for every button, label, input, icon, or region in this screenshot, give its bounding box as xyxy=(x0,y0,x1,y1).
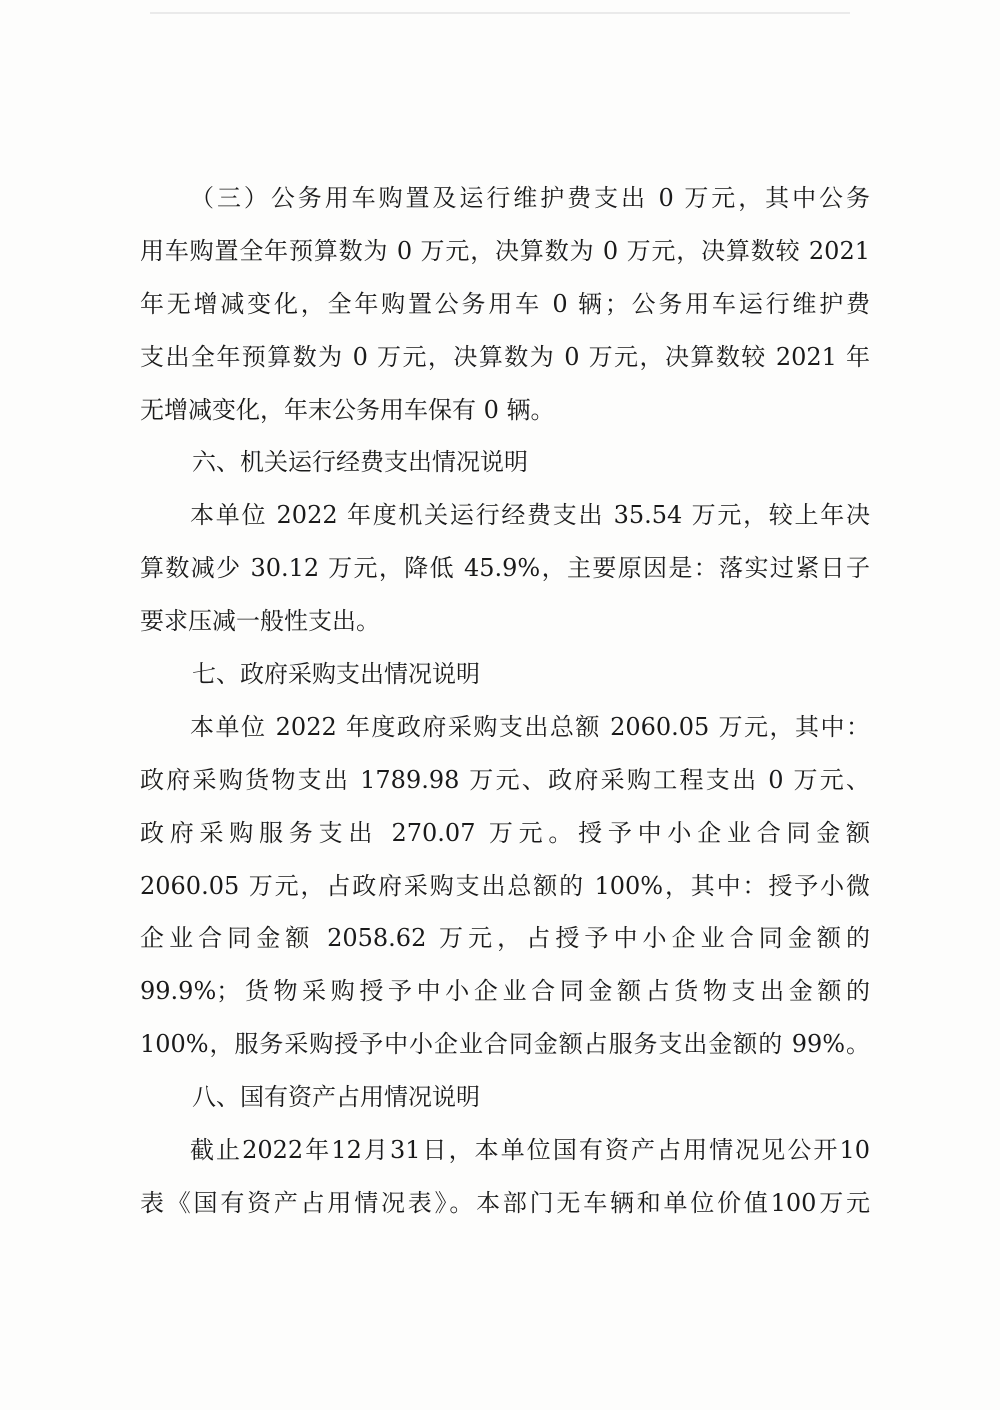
paragraph-line: 2060.05 万元，占政府采购支出总额的 100%，其中：授予小微 xyxy=(140,871,870,900)
paragraph-line: 用车购置全年预算数为 0 万元，决算数为 0 万元，决算数较 2021 xyxy=(140,236,870,265)
paragraph-line: 截止2022年12月31日，本单位国有资产占用情况见公开10 xyxy=(190,1136,870,1165)
section-heading: 六、机关运行经费支出情况说明 xyxy=(192,448,528,477)
section-heading: 八、国有资产占用情况说明 xyxy=(192,1083,480,1112)
paragraph-line: 年无增减变化，全年购置公务用车 0 辆；公务用车运行维护费 xyxy=(140,289,870,318)
section-procurement xyxy=(140,648,870,1071)
paragraph-line: 政府采购服务支出 270.07 万元。授予中小企业合同金额 xyxy=(140,818,870,847)
paragraph-line: 100%，服务采购授予中小企业合同金额占服务支出金额的 99%。 xyxy=(140,1030,870,1059)
section-vehicle-expenses xyxy=(140,172,870,436)
paragraph-line: 无增减变化，年末公务用车保有 0 辆。 xyxy=(140,395,555,424)
section-state-assets xyxy=(140,1071,870,1230)
paragraph-line: 算数减少 30.12 万元，降低 45.9%，主要原因是：落实过紧日子 xyxy=(140,554,870,583)
paragraph-line: 政府采购货物支出 1789.98 万元、政府采购工程支出 0 万元、 xyxy=(140,765,870,794)
section-operating-expenses xyxy=(140,436,870,648)
paragraph-line: 本单位 2022 年度政府采购支出总额 2060.05 万元，其中： xyxy=(190,712,870,741)
scan-artifact xyxy=(150,12,850,14)
paragraph-line: 表《国有资产占用情况表》。本部门无车辆和单位价值100万元 xyxy=(140,1188,870,1217)
paragraph-line: （三）公务用车购置及运行维护费支出 0 万元，其中公务 xyxy=(190,184,870,212)
paragraph-line: 99.9%；货物采购授予中小企业合同金额占货物支出金额的 xyxy=(140,977,870,1006)
paragraph-line: 要求压减一般性支出。 xyxy=(140,607,380,636)
paragraph-line: 企业合同金额 2058.62 万元，占授予中小企业合同金额的 xyxy=(140,924,870,953)
section-heading: 七、政府采购支出情况说明 xyxy=(192,660,480,689)
document-body xyxy=(140,172,870,1230)
paragraph-line: 支出全年预算数为 0 万元，决算数为 0 万元，决算数较 2021 年 xyxy=(140,342,870,371)
paragraph-line: 本单位 2022 年度机关运行经费支出 35.54 万元，较上年决 xyxy=(190,501,870,530)
